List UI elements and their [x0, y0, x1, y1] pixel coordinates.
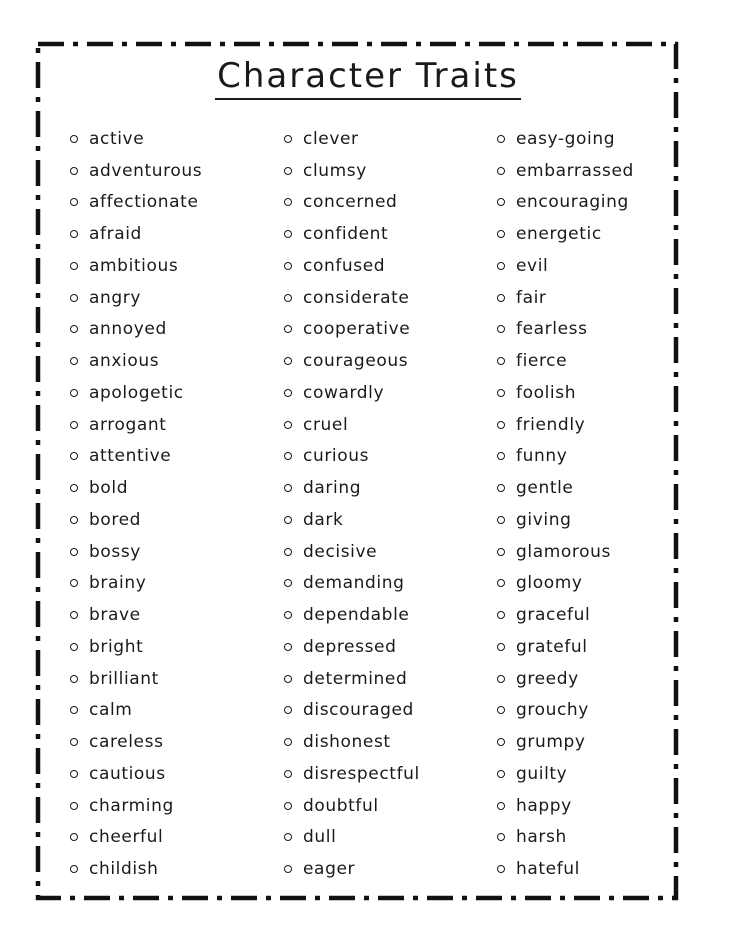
trait-word: funny	[516, 446, 568, 467]
trait-item	[70, 568, 202, 600]
trait-word: clumsy	[303, 160, 367, 181]
trait-word: attentive	[89, 446, 172, 467]
bullet-icon	[497, 738, 505, 746]
trait-item	[497, 314, 634, 346]
trait-item	[497, 409, 634, 441]
trait-item	[497, 695, 634, 727]
bullet-icon	[497, 548, 505, 556]
bullet-icon	[70, 389, 78, 397]
trait-word: fair	[516, 287, 547, 308]
trait-word: dark	[303, 509, 344, 530]
trait-word: curious	[303, 446, 370, 467]
trait-word: calm	[89, 700, 133, 721]
trait-item	[284, 155, 420, 187]
trait-item	[284, 218, 420, 250]
bullet-icon	[70, 611, 78, 619]
trait-item	[497, 758, 634, 790]
trait-word: daring	[303, 478, 362, 499]
bullet-icon	[284, 579, 292, 587]
bullet-icon	[284, 706, 292, 714]
bullet-icon	[284, 802, 292, 810]
bullet-icon	[284, 865, 292, 873]
trait-word: determined	[303, 668, 408, 689]
trait-item	[70, 155, 202, 187]
bullet-icon	[70, 167, 78, 175]
trait-word: fearless	[516, 319, 588, 340]
trait-word: anxious	[89, 351, 160, 372]
trait-word: ambitious	[89, 255, 179, 276]
trait-word: disrespectful	[303, 763, 420, 784]
bullet-icon	[284, 516, 292, 524]
bullet-icon	[70, 325, 78, 333]
bullet-icon	[70, 579, 78, 587]
trait-word: brave	[89, 605, 141, 626]
trait-item	[497, 822, 634, 854]
bullet-icon	[70, 833, 78, 841]
bullet-icon	[497, 167, 505, 175]
trait-item	[284, 472, 420, 504]
trait-item	[70, 441, 202, 473]
page-title-text: Character Traits	[215, 56, 521, 100]
trait-word: bold	[89, 478, 129, 499]
bullet-icon	[497, 611, 505, 619]
trait-word: active	[89, 128, 145, 149]
trait-word: courageous	[303, 351, 409, 372]
trait-word: cooperative	[303, 319, 411, 340]
trait-word: graceful	[516, 605, 591, 626]
trait-item	[70, 822, 202, 854]
trait-item	[497, 472, 634, 504]
bullet-icon	[497, 230, 505, 238]
trait-item	[284, 250, 420, 282]
trait-item	[497, 853, 634, 885]
trait-word: giving	[516, 509, 572, 530]
bullet-icon	[284, 421, 292, 429]
bullet-icon	[70, 294, 78, 302]
trait-word: bossy	[89, 541, 141, 562]
bullet-icon	[497, 579, 505, 587]
trait-word: embarrassed	[516, 160, 634, 181]
bullet-icon	[70, 738, 78, 746]
trait-item	[70, 282, 202, 314]
trait-word: gentle	[516, 478, 574, 499]
bullet-icon	[70, 357, 78, 365]
page-title	[0, 56, 736, 100]
trait-item	[284, 282, 420, 314]
trait-item	[284, 568, 420, 600]
bullet-icon	[284, 675, 292, 683]
trait-word: childish	[89, 859, 159, 880]
trait-word: guilty	[516, 763, 568, 784]
bullet-icon	[497, 706, 505, 714]
trait-item	[284, 822, 420, 854]
trait-item	[70, 758, 202, 790]
trait-word: cheerful	[89, 827, 164, 848]
bullet-icon	[497, 262, 505, 270]
bullet-icon	[497, 516, 505, 524]
bullet-icon	[497, 484, 505, 492]
trait-word: affectionate	[89, 192, 199, 213]
trait-item	[70, 409, 202, 441]
bullet-icon	[70, 643, 78, 651]
bullet-icon	[70, 706, 78, 714]
trait-word: fierce	[516, 351, 568, 372]
trait-word: confused	[303, 255, 386, 276]
bullet-icon	[70, 198, 78, 206]
bullet-icon	[70, 421, 78, 429]
bullet-icon	[70, 770, 78, 778]
trait-item	[70, 726, 202, 758]
trait-word: encouraging	[516, 192, 629, 213]
bullet-icon	[497, 675, 505, 683]
trait-word: glamorous	[516, 541, 611, 562]
trait-item	[497, 345, 634, 377]
trait-word: decisive	[303, 541, 378, 562]
trait-word: bright	[89, 636, 144, 657]
trait-word: eager	[303, 859, 356, 880]
trait-item	[497, 631, 634, 663]
trait-item	[70, 218, 202, 250]
trait-word: concerned	[303, 192, 398, 213]
trait-word: bored	[89, 509, 142, 530]
trait-item	[497, 377, 634, 409]
bullet-icon	[497, 135, 505, 143]
trait-word: doubtful	[303, 795, 379, 816]
trait-word: considerate	[303, 287, 410, 308]
bullet-icon	[70, 484, 78, 492]
trait-word: evil	[516, 255, 549, 276]
trait-word: confident	[303, 224, 389, 245]
trait-item	[497, 441, 634, 473]
trait-word: afraid	[89, 224, 142, 245]
bullet-icon	[497, 865, 505, 873]
bullet-icon	[284, 611, 292, 619]
trait-item	[497, 504, 634, 536]
bullet-icon	[497, 357, 505, 365]
bullet-icon	[497, 833, 505, 841]
bullet-icon	[70, 230, 78, 238]
bullet-icon	[284, 262, 292, 270]
trait-item	[497, 187, 634, 219]
bullet-icon	[284, 484, 292, 492]
bullet-icon	[284, 135, 292, 143]
trait-item	[497, 123, 634, 155]
trait-item	[497, 282, 634, 314]
bullet-icon	[70, 802, 78, 810]
bullet-icon	[284, 770, 292, 778]
trait-item	[70, 377, 202, 409]
trait-word: careless	[89, 732, 164, 753]
trait-word: arrogant	[89, 414, 167, 435]
trait-item	[284, 345, 420, 377]
trait-item	[497, 726, 634, 758]
trait-item	[70, 345, 202, 377]
bullet-icon	[70, 548, 78, 556]
trait-word: dependable	[303, 605, 410, 626]
trait-word: cowardly	[303, 382, 385, 403]
bullet-icon	[284, 230, 292, 238]
trait-item	[284, 187, 420, 219]
trait-item	[70, 250, 202, 282]
trait-item	[284, 631, 420, 663]
trait-word: grateful	[516, 636, 588, 657]
bullet-icon	[284, 325, 292, 333]
trait-word: brilliant	[89, 668, 159, 689]
trait-word: depressed	[303, 636, 397, 657]
trait-word: dishonest	[303, 732, 391, 753]
trait-word: harsh	[516, 827, 567, 848]
trait-item	[284, 536, 420, 568]
trait-item	[497, 250, 634, 282]
bullet-icon	[284, 548, 292, 556]
bullet-icon	[497, 421, 505, 429]
trait-word: annoyed	[89, 319, 167, 340]
bullet-icon	[497, 802, 505, 810]
trait-item	[70, 123, 202, 155]
trait-item	[497, 790, 634, 822]
bullet-icon	[284, 198, 292, 206]
trait-item	[284, 726, 420, 758]
trait-item	[284, 377, 420, 409]
trait-column-3	[497, 123, 634, 885]
bullet-icon	[284, 294, 292, 302]
bullet-icon	[284, 389, 292, 397]
trait-word: grumpy	[516, 732, 586, 753]
trait-item	[284, 663, 420, 695]
trait-word: grouchy	[516, 700, 589, 721]
trait-word: apologetic	[89, 382, 184, 403]
trait-item	[284, 758, 420, 790]
bullet-icon	[70, 135, 78, 143]
trait-item	[70, 472, 202, 504]
trait-word: easy-going	[516, 128, 616, 149]
trait-word: demanding	[303, 573, 405, 594]
bullet-icon	[284, 738, 292, 746]
trait-item	[284, 409, 420, 441]
trait-word: adventurous	[89, 160, 203, 181]
trait-item	[284, 441, 420, 473]
trait-item	[497, 663, 634, 695]
trait-word: hateful	[516, 859, 580, 880]
trait-item	[497, 599, 634, 631]
trait-word: foolish	[516, 382, 577, 403]
trait-item	[70, 695, 202, 727]
bullet-icon	[497, 452, 505, 460]
bullet-icon	[284, 833, 292, 841]
bullet-icon	[70, 452, 78, 460]
bullet-icon	[284, 643, 292, 651]
bullet-icon	[284, 357, 292, 365]
bullet-icon	[497, 198, 505, 206]
trait-word: happy	[516, 795, 572, 816]
bullet-icon	[70, 516, 78, 524]
trait-item	[497, 155, 634, 187]
bullet-icon	[70, 865, 78, 873]
trait-word: cautious	[89, 763, 166, 784]
trait-item	[284, 504, 420, 536]
bullet-icon	[497, 389, 505, 397]
trait-item	[70, 663, 202, 695]
trait-item	[70, 187, 202, 219]
trait-word: energetic	[516, 224, 602, 245]
trait-column-2	[284, 123, 420, 885]
trait-word: angry	[89, 287, 142, 308]
bullet-icon	[497, 294, 505, 302]
trait-item	[284, 853, 420, 885]
trait-column-1	[70, 123, 202, 885]
trait-item	[284, 695, 420, 727]
trait-item	[284, 599, 420, 631]
trait-item	[70, 536, 202, 568]
trait-item	[70, 853, 202, 885]
trait-word: discouraged	[303, 700, 414, 721]
trait-item	[70, 504, 202, 536]
trait-item	[497, 568, 634, 600]
trait-item	[284, 790, 420, 822]
trait-word: greedy	[516, 668, 579, 689]
trait-item	[284, 314, 420, 346]
trait-item	[497, 218, 634, 250]
bullet-icon	[497, 325, 505, 333]
bullet-icon	[70, 262, 78, 270]
trait-item	[497, 536, 634, 568]
trait-word: gloomy	[516, 573, 583, 594]
bullet-icon	[70, 675, 78, 683]
trait-item	[284, 123, 420, 155]
bullet-icon	[284, 167, 292, 175]
trait-item	[70, 790, 202, 822]
bullet-icon	[284, 452, 292, 460]
trait-word: charming	[89, 795, 174, 816]
trait-word: cruel	[303, 414, 349, 435]
trait-item	[70, 599, 202, 631]
trait-word: friendly	[516, 414, 586, 435]
trait-item	[70, 314, 202, 346]
trait-word: brainy	[89, 573, 147, 594]
bullet-icon	[497, 770, 505, 778]
trait-item	[70, 631, 202, 663]
trait-word: clever	[303, 128, 359, 149]
trait-word: dull	[303, 827, 337, 848]
bullet-icon	[497, 643, 505, 651]
